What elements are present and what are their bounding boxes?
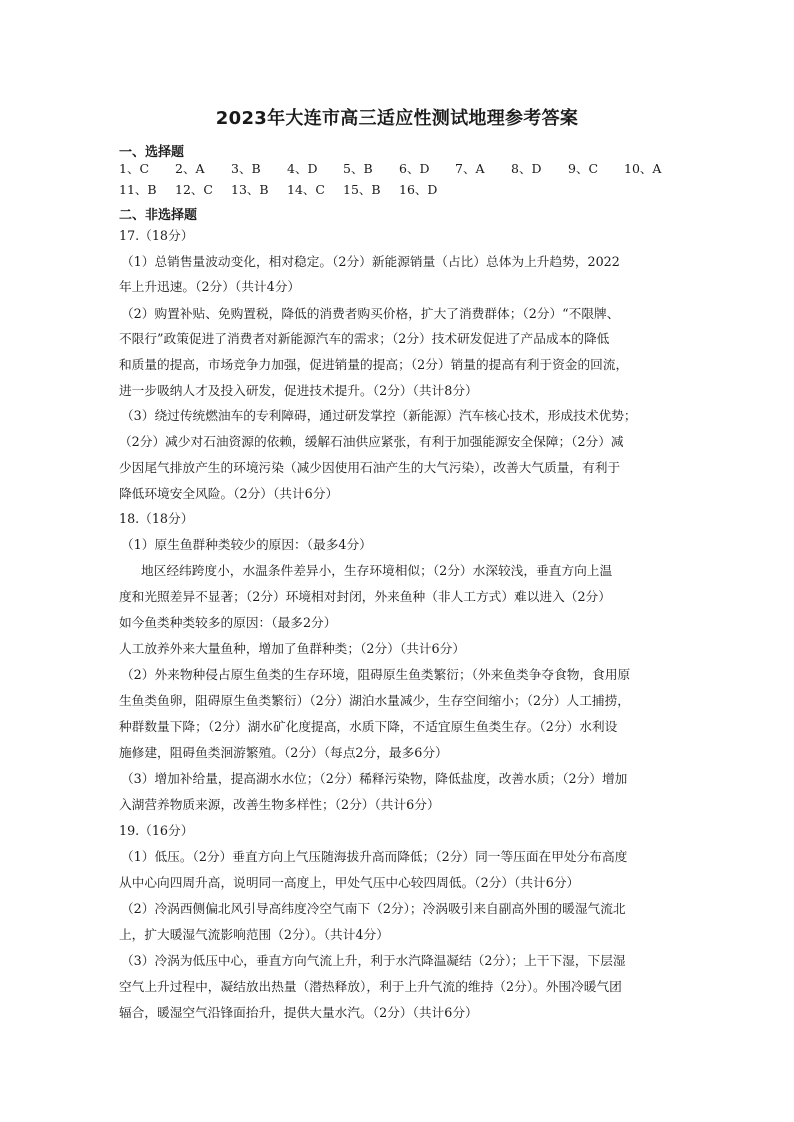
answer-item: 14、C [287,182,325,197]
answer-line: 降低环境安全风险。（2分）（共计6分） [119,486,339,501]
answer-line: 入湖营养物质来源，改善生物多样性；（2分）（共计6分） [119,797,440,812]
answer-item: 9、C [568,161,599,176]
answer-line: （1）总销售量波动变化，相对稳定。（2分）新能源销量（占比）总体为上升趋势，2022 [121,254,620,269]
answer-line: 如今鱼类种类较多的原因：（最多2分） [119,615,337,630]
answer-item: 15、B [343,182,381,197]
answer-line: 度和光照差异不显著；（2分）环境相对封闭，外来鱼种（非人工方式）难以进入（2分） [119,589,611,604]
answer-item: 16、D [399,182,438,197]
question-18-heading: 18.（18分） [119,511,194,526]
answer-line: 人工放养外来大量鱼种，增加了鱼群种类；（2分）（共计6分） [119,641,466,656]
question-19-heading: 19.（16分） [119,823,194,838]
section-heading-choice: 一、选择题 [119,145,185,160]
answer-line: （2分）减少对石油资源的依赖，缓解石油供应紧张，有利于加强能源安全保障；（2分）减 [119,434,624,449]
answer-line: 从中心向四周升高，说明同一高度上，甲处气压中心较四周低。（2分）（共计6分） [119,875,580,890]
answer-line: （1）低压。（2分）垂直方向上气压随海拔升高而降低；（2分）同一等压面在甲处分布高度 [121,849,628,864]
answer-item: 11、B [119,182,157,197]
answer-line: 种群数量下降；（2分）湖水矿化度提高，水质下降，不适宜原生鱼类生存。（2分）水利设 [119,719,618,734]
answer-line: （3）绕过传统燃油车的专利障碍，通过研发掌控（新能源）汽车核心技术，形成技术优势； [121,408,637,423]
answer-item: 1、C [119,161,150,176]
answer-line: 辐合，暖湿空气沿锋面抬升，提供大量水汽。（2分）（共计6分） [119,1005,478,1020]
answer-line: （2）外来物种侵占原生鱼类的生存环境，阻碍原生鱼类繁衍；（外来鱼类争夺食物，食用原 [121,667,631,682]
answer-line: 上，扩大暖湿气流影响范围（2分）。（共计4分） [119,927,389,942]
answer-line: （2）冷涡西侧偏北风引导高纬度冷空气南下（2分）；冷涡吸引来自副高外围的暖湿气流北 [121,901,626,916]
answer-line: 地区经纬跨度小，水温条件差异小，生存环境相似；（2分）水深较浅，垂直方向上温 [141,563,613,578]
answer-line: 空气上升过程中，凝结放出热量（潜热释放），利于上升气流的维持（2分）。外围冷暖气团 [119,979,622,994]
page-title: 2023年大连市高三适应性测试地理参考答案 [215,108,579,129]
answer-item: 2、A [175,161,205,176]
answer-item: 10、A [624,161,662,176]
answer-item: 6、D [399,161,430,176]
answer-line: （3）增加补给量，提高湖水水位；（2分）稀释污染物，降低盐度，改善水质；（2分）增加 [121,771,628,786]
answer-item: 7、A [455,161,485,176]
answer-line: （1）原生鱼群种类较少的原因：（最多4分） [121,537,372,552]
answer-line: 施修建，阻碍鱼类洄游繁殖。（2分）（每点2分，最多6分） [119,745,448,760]
answer-item: 3、B [231,161,261,176]
answer-line: 年上升迅速。（2分）（共计4分） [119,279,301,294]
answer-line: 少因尾气排放产生的环境污染（减少因使用石油产生的大气污染），改善大气质量，有利于 [119,460,621,475]
answer-line: 生鱼类鱼卵，阻碍原生鱼类繁衍）（2分）湖泊水量减少，生存空间缩小；（2分）人工捕捞， [119,693,630,708]
answer-item: 5、B [343,161,373,176]
answer-line: 和质量的提高，市场竞争力加强，促进销量的提高；（2分）销量的提高有利于资金的回流， [119,357,629,372]
section-heading-nonchoice: 二、非选择题 [119,208,198,223]
answer-line: （2）购置补贴、免购置税，降低的消费者购买价格，扩大了消费群体；（2分）“不限牌、 [121,306,620,321]
answer-item: 4、D [287,161,318,176]
question-17-heading: 17.（18分） [119,228,194,243]
answer-item: 12、C [175,182,213,197]
answer-item: 8、D [511,161,542,176]
answer-item: 13、B [231,182,269,197]
answer-line: 进一步吸纳人才及投入研发，促进技术提升。（2分）（共计8分） [119,383,478,398]
answer-line: （3）冷涡为低压中心，垂直方向气流上升，利于水汽降温凝结（2分）；上干下湿，下层湿 [121,953,626,968]
answer-line: 不限行”政策促进了消费者对新能源汽车的需求；（2分）技术研发促进了产品成本的降低 [119,331,610,346]
